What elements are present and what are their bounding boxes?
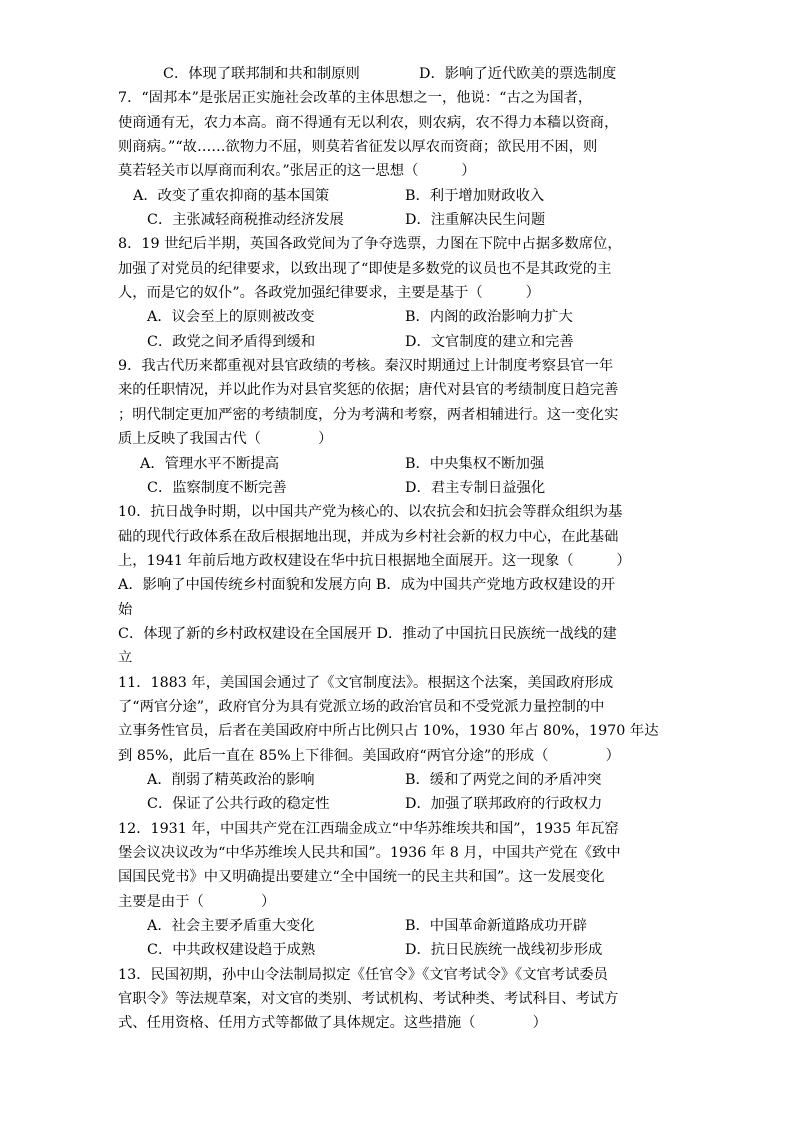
- q6-option-c[interactable]: C．体现了联邦制和共和制原则: [163, 66, 360, 82]
- q8-stem-line: 加强了对党员的纪律要求，以致出现了“即使是多数党的议员也不是其政党的主: [118, 260, 612, 277]
- q7-option-b[interactable]: B．利于增加财政收入: [405, 187, 545, 204]
- q10-option-line[interactable]: A．影响了中国传统乡村面貌和发展方向 B．成为中国共产党地方政权建设的开: [118, 577, 616, 594]
- q8-stem-line: 8．19 世纪后半期，英国各政党间为了争夺选票，力图在下院中占据多数席位，: [118, 236, 622, 253]
- q13-stem-line: 式、任用资格、任用方式等都做了具体规定。这些措施（ ）: [118, 1015, 547, 1032]
- q7-option-row: [118, 208, 663, 232]
- q7-option-d[interactable]: D．注重解决民生问题: [405, 212, 546, 229]
- q7-stem-line: 7．“固邦本”是张居正实施社会改革的主体思想之一，他说：“古之为国者，: [118, 90, 593, 107]
- q11-option-row: [118, 768, 663, 792]
- q9-option-row: [118, 452, 663, 476]
- q9-stem-line: 9．我古代历来都重视对县官政绩的考核。秦汉时期通过上计制度考察县官一年: [118, 358, 614, 375]
- q11-option-c[interactable]: C．保证了公共行政的稳定性: [147, 796, 330, 813]
- question-9: [118, 354, 663, 500]
- q12-stem-line: 12．1931 年，中国共产党在江西瑞金成立“中华苏维埃共和国”，1935 年瓦窑: [118, 820, 619, 837]
- q13-stem-line: 官职令》等法规草案，对文官的类别、考试机构、考试种类、考试科目、考试方: [118, 991, 619, 1008]
- q7-stem-line: 莫若轻关市以厚商而利农。”张居正的这一思想（ ）: [118, 163, 476, 180]
- q10-option-line[interactable]: C．体现了新的乡村政权建设在全国展开 D．推动了中国抗日民族统一战线的建: [118, 625, 617, 642]
- question-11: [118, 671, 663, 817]
- q11-stem-line: 立事务性官员，后者在美国政府中所占比例只占 10%，1930 年占 80%，1970 年达: [118, 723, 659, 740]
- q8-option-a[interactable]: A．议会至上的原则被改变: [147, 309, 315, 326]
- q9-stem-line: 质上反映了我国古代（ ）: [118, 431, 333, 448]
- question-7: [118, 86, 663, 232]
- q9-option-a[interactable]: A．管理水平不断提高: [140, 455, 279, 472]
- q12-stem-line: 主要是由于（ ）: [118, 893, 276, 910]
- q8-option-d[interactable]: D．文官制度的建立和完善: [405, 333, 574, 350]
- q7-option-c[interactable]: C．主张减轻商税推动经济发展: [147, 212, 344, 229]
- q10-option-line[interactable]: 立: [118, 650, 133, 667]
- q11-option-b[interactable]: B．缓和了两党之间的矛盾冲突: [405, 771, 602, 788]
- q12-option-row: [118, 938, 663, 962]
- q7-option-row: [118, 184, 663, 208]
- q11-stem-line: 11．1883 年，美国国会通过了《文官制度法》。根据这个法案，美国政府形成: [118, 674, 614, 691]
- q8-option-row: [118, 305, 663, 329]
- q11-option-row: [118, 792, 663, 816]
- question-8: [118, 232, 663, 354]
- q12-option-d[interactable]: D．抗日民族统一战线初步形成: [405, 942, 603, 959]
- q6-option-d[interactable]: D．影响了近代欧美的票选制度: [419, 66, 617, 82]
- q13-stem-line: 13．民国初期，孙中山令法制局拟定《任官令》《文官考试令》《文官考试委员: [118, 966, 608, 983]
- q9-option-d[interactable]: D．君主专制日益强化: [405, 479, 546, 496]
- q9-stem-line: ；明代制定更加严密的考绩制度，分为考满和考察，两者相辅进行。这一变化实: [118, 406, 619, 423]
- question-12: [118, 817, 663, 963]
- q8-option-b[interactable]: B．内阁的政治影响力扩大: [405, 309, 573, 326]
- q10-option-line[interactable]: 始: [118, 601, 133, 618]
- q7-option-a[interactable]: A．改变了重农抑商的基本国策: [133, 187, 330, 204]
- question-13: [118, 963, 663, 1036]
- q7-stem-line: 使商通有无，农力本高。商不得通有无以利农，则农病，农不得力本穑以资商，: [118, 114, 619, 131]
- q11-stem-line: 了“两官分途”，政府官分为具有党派立场的政治官员和不受党派力量控制的中: [118, 698, 605, 715]
- question-list: [118, 62, 663, 1036]
- q12-option-row: [118, 914, 663, 938]
- q6-option-row: [147, 62, 663, 86]
- q12-option-a[interactable]: A．社会主要矛盾重大变化: [147, 918, 315, 935]
- q12-option-c[interactable]: C．中共政权建设趋于成熟: [147, 942, 316, 959]
- q10-stem-line: 10．抗日战争时期，以中国共产党为核心的、以农抗会和妇抗会等群众组织为基: [118, 504, 623, 521]
- q8-option-row: [118, 330, 663, 354]
- q11-stem-line: 到 85%，此后一直在 85%上下徘徊。美国政府“两官分途”的形成（ ）: [118, 747, 620, 764]
- q11-option-d[interactable]: D．加强了联邦政府的行政权力: [405, 796, 603, 813]
- q9-option-row: [118, 476, 663, 500]
- q12-stem-line: 堡会议决议改为“中华苏维埃人民共和国”。1936 年 8 月，中国共产党在《致中: [118, 845, 621, 861]
- q8-stem-line: 人，而是它的奴仆”。各政党加强纪律要求，主要是基于（ ）: [118, 285, 540, 302]
- question-10: [118, 500, 663, 670]
- q12-option-b[interactable]: B．中国革命新道路成功开辟: [405, 918, 588, 935]
- q7-stem-line: 则商病。”“故……欲物力不屈，则莫若省征发以厚农而资商；欲民用不困，则: [118, 139, 598, 156]
- q9-option-c[interactable]: C．监察制度不断完善: [147, 479, 287, 496]
- q9-option-b[interactable]: B．中央集权不断加强: [405, 455, 545, 472]
- q11-option-a[interactable]: A．削弱了精英政治的影响: [147, 771, 315, 788]
- q10-stem-line: 上，1941 年前后地方政权建设在华中抗日根据地全面展开。这一现象（ ）: [118, 552, 631, 569]
- q10-stem-line: 础的现代行政体系在敌后根据地出现，并成为乡村社会新的权力中心，在此基础: [118, 528, 619, 545]
- q9-stem-line: 来的任职情况，并以此作为对县官奖惩的依据；唐代对县官的考绩制度日趋完善: [118, 382, 619, 399]
- q8-option-c[interactable]: C．政党之间矛盾得到缓和: [147, 333, 316, 350]
- q12-stem-line: 国国民党书》中又明确提出要建立“全中国统一的民主共和国”。这一发展变化: [118, 869, 605, 886]
